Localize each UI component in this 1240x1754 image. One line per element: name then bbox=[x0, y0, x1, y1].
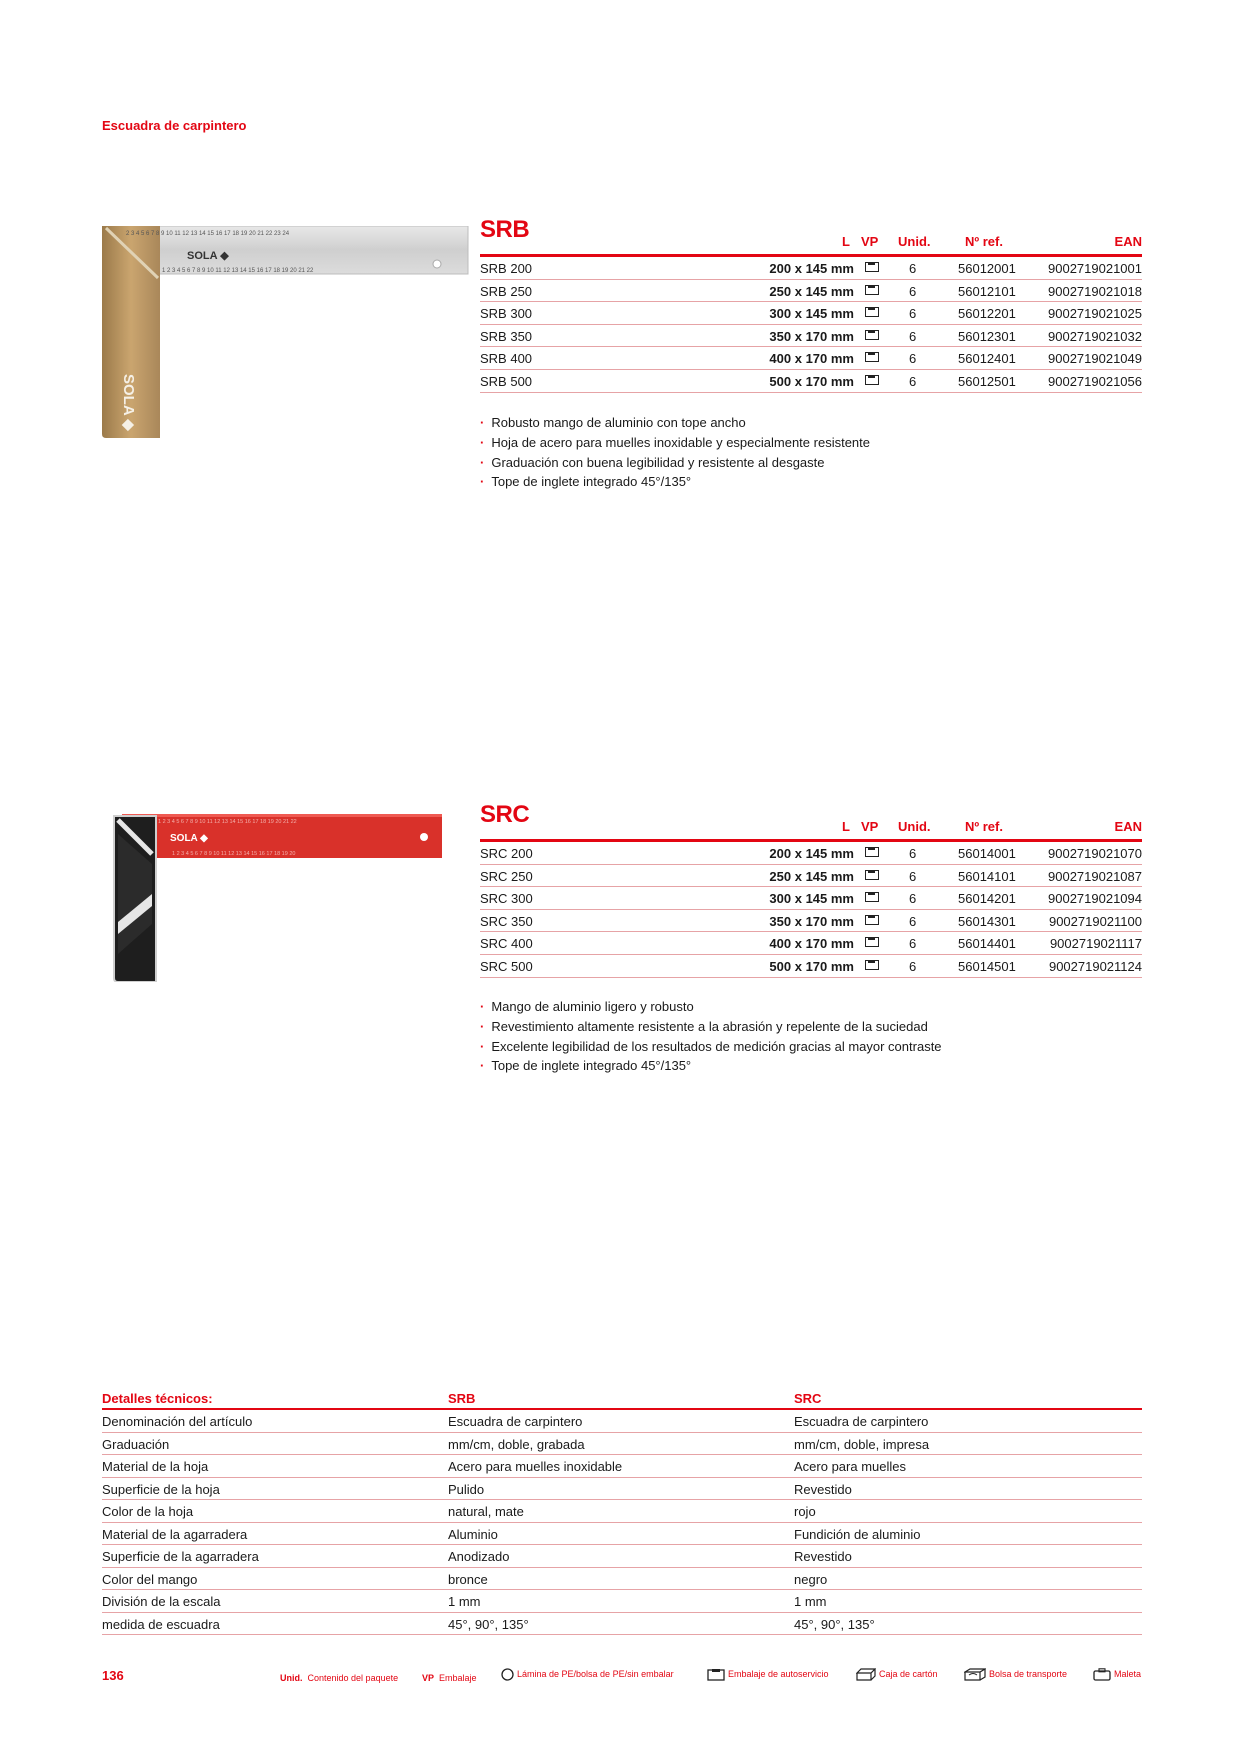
legend-text: Contenido del paquete bbox=[307, 1673, 399, 1683]
dimensions: 350 x 170 mm bbox=[769, 328, 854, 344]
ean-code: 9002719021001 bbox=[1048, 261, 1142, 276]
col-ref: Nº ref. bbox=[965, 819, 1003, 834]
dimensions: 350 x 170 mm bbox=[769, 913, 854, 929]
svg-text:1 2 3 4 5 6 7 8 9 10 11 12 13: 1 2 3 4 5 6 7 8 9 10 11 12 13 14 15 16 17 18 19 20 21 22 bbox=[158, 819, 297, 825]
src-title: SRC bbox=[480, 801, 530, 828]
page-number: 136 bbox=[102, 1668, 124, 1683]
tech-row bbox=[102, 1455, 1142, 1478]
unit-count: 6 bbox=[909, 261, 917, 276]
tech-value-srb: Anodizado bbox=[448, 1549, 510, 1564]
tech-value-srb: bronce bbox=[448, 1571, 488, 1587]
ean-code: 9002719021032 bbox=[1048, 328, 1142, 344]
section-title: Escuadra de carpintero bbox=[102, 118, 247, 133]
dimensions: 200 x 145 mm bbox=[769, 846, 854, 861]
product-name: SRB 400 bbox=[480, 351, 533, 367]
legend-text: Maleta bbox=[1114, 1668, 1142, 1679]
col-l: L bbox=[842, 234, 850, 249]
tech-row bbox=[102, 1478, 1142, 1501]
tech-row bbox=[102, 1410, 1142, 1433]
tech-value-src: mm/cm, doble, impresa bbox=[794, 1436, 930, 1452]
unit-count: 6 bbox=[909, 958, 917, 974]
reference-number: 56014301 bbox=[958, 913, 1016, 929]
tech-row bbox=[102, 1545, 1142, 1568]
tech-row bbox=[102, 1590, 1142, 1613]
dimensions: 400 x 170 mm bbox=[769, 936, 854, 952]
tech-label: Superficie de la agarradera bbox=[102, 1549, 259, 1564]
col-ean: EAN bbox=[1114, 234, 1142, 249]
srb-table bbox=[480, 216, 1142, 393]
src-table bbox=[480, 801, 1142, 978]
legend-text: Caja de cartón bbox=[879, 1668, 938, 1679]
dimensions: 300 x 145 mm bbox=[769, 306, 854, 322]
tech-value-src: negro bbox=[794, 1571, 828, 1587]
tech-value-src: rojo bbox=[794, 1504, 816, 1519]
unit-count: 6 bbox=[909, 373, 917, 389]
col-unid: Unid. bbox=[898, 819, 931, 834]
feature-item: · Robusto mango de aluminio con tope ancho bbox=[480, 413, 870, 433]
tech-value-srb: mm/cm, doble, grabada bbox=[448, 1436, 585, 1452]
unit-count: 6 bbox=[909, 846, 917, 861]
dimensions: 500 x 170 mm bbox=[769, 958, 854, 974]
legend-key: Unid. bbox=[280, 1673, 303, 1683]
col-ean: EAN bbox=[1114, 819, 1142, 834]
cardboard-box-icon bbox=[856, 1668, 876, 1681]
self-service-pack-icon bbox=[865, 870, 879, 880]
tech-value-src: Fundición de aluminio bbox=[794, 1526, 921, 1542]
src-row bbox=[480, 842, 1142, 865]
circle-icon bbox=[501, 1668, 514, 1681]
unit-count: 6 bbox=[909, 913, 917, 929]
srb-features bbox=[480, 413, 870, 492]
tech-row bbox=[102, 1568, 1142, 1591]
tech-row bbox=[102, 1523, 1142, 1546]
reference-number: 56014101 bbox=[958, 868, 1016, 884]
carry-bag-icon bbox=[964, 1668, 986, 1681]
svg-text:2 3 4 5 6 7 8 9 10 11 12 13 14: 2 3 4 5 6 7 8 9 10 11 12 13 14 15 16 17 18 19 20 21 22 23 24 bbox=[126, 231, 290, 237]
reference-number: 56012401 bbox=[958, 351, 1016, 367]
tech-value-src: 1 mm bbox=[794, 1594, 827, 1609]
dimensions: 250 x 145 mm bbox=[769, 283, 854, 299]
unit-count: 6 bbox=[909, 306, 917, 322]
srb-row bbox=[480, 302, 1142, 325]
self-service-pack-icon bbox=[865, 262, 879, 272]
tech-value-srb: natural, mate bbox=[448, 1504, 524, 1519]
tech-value-srb: Aluminio bbox=[448, 1526, 498, 1542]
tech-header bbox=[102, 1387, 1142, 1410]
feature-item: · Tope de inglete integrado 45°/135° bbox=[480, 472, 870, 492]
product-name: SRB 300 bbox=[480, 306, 533, 322]
tech-value-srb: 45°, 90°, 135° bbox=[448, 1616, 529, 1632]
case-icon bbox=[1093, 1668, 1111, 1681]
legend-text: Embalaje de autoservicio bbox=[728, 1668, 829, 1679]
reference-number: 56012001 bbox=[958, 261, 1016, 276]
tech-row bbox=[102, 1613, 1142, 1636]
ean-code: 9002719021100 bbox=[1048, 913, 1142, 929]
dimensions: 250 x 145 mm bbox=[769, 868, 854, 884]
tech-header-src: SRC bbox=[794, 1391, 822, 1406]
ean-code: 9002719021124 bbox=[1048, 958, 1142, 974]
srb-row bbox=[480, 257, 1142, 280]
tech-value-srb: Escuadra de carpintero bbox=[448, 1414, 583, 1429]
reference-number: 56014001 bbox=[958, 846, 1016, 861]
self-service-pack-icon bbox=[865, 960, 879, 970]
tech-label: División de la escala bbox=[102, 1594, 221, 1609]
srb-row bbox=[480, 347, 1142, 370]
tech-value-srb: Acero para muelles inoxidable bbox=[448, 1459, 623, 1474]
ean-code: 9002719021056 bbox=[1048, 373, 1142, 389]
tech-value-src: Revestido bbox=[794, 1549, 852, 1564]
dimensions: 200 x 145 mm bbox=[769, 261, 854, 276]
feature-item: · Graduación con buena legibilidad y resistente al desgaste bbox=[480, 453, 870, 473]
src-row bbox=[480, 910, 1142, 933]
legend-text: Bolsa de transporte bbox=[989, 1668, 1068, 1679]
product-name: SRC 350 bbox=[480, 913, 533, 929]
tech-label: Denominación del artículo bbox=[102, 1414, 253, 1429]
self-service-pack-icon bbox=[865, 937, 879, 947]
legend-selfservice bbox=[707, 1668, 829, 1681]
src-row bbox=[480, 955, 1142, 978]
srb-title: SRB bbox=[480, 216, 530, 243]
tech-label: Superficie de la hoja bbox=[102, 1481, 220, 1497]
product-name: SRC 500 bbox=[480, 958, 533, 974]
tech-label: Material de la agarradera bbox=[102, 1526, 248, 1542]
self-service-pack-icon bbox=[865, 915, 879, 925]
ean-code: 9002719021025 bbox=[1048, 306, 1142, 322]
self-service-pack-icon bbox=[865, 375, 879, 385]
legend-vp bbox=[422, 1673, 477, 1683]
srb-row bbox=[480, 280, 1142, 303]
feature-item: · Hoja de acero para muelles inoxidable y especialmente resistente bbox=[480, 433, 870, 453]
self-service-pack-icon bbox=[865, 330, 879, 340]
srb-row bbox=[480, 370, 1142, 393]
feature-item: · Mango de aluminio ligero y robusto bbox=[480, 997, 942, 1017]
product-name: SRB 200 bbox=[480, 261, 533, 276]
legend-key: VP bbox=[422, 1673, 435, 1683]
product-name: SRC 200 bbox=[480, 846, 533, 861]
svg-text:SOLA ◆: SOLA ◆ bbox=[187, 250, 229, 262]
tech-row bbox=[102, 1500, 1142, 1523]
legend-unid bbox=[280, 1673, 398, 1683]
reference-number: 56012301 bbox=[958, 328, 1016, 344]
unit-count: 6 bbox=[909, 283, 917, 299]
ean-code: 9002719021018 bbox=[1048, 283, 1142, 299]
col-vp: VP bbox=[861, 819, 879, 834]
tech-value-src: Escuadra de carpintero bbox=[794, 1414, 929, 1429]
legend-text: Lámina de PE/bolsa de PE/sin embalar bbox=[517, 1668, 674, 1679]
self-service-pack-icon bbox=[865, 352, 879, 362]
reference-number: 56012201 bbox=[958, 306, 1016, 322]
srb-row bbox=[480, 325, 1142, 348]
self-service-pack-icon bbox=[865, 307, 879, 317]
svg-text:1 2 3 4 5 6 7 8 9 10 11 12 13: 1 2 3 4 5 6 7 8 9 10 11 12 13 14 15 16 17 18 19 20 bbox=[172, 851, 296, 857]
reference-number: 56014401 bbox=[958, 936, 1016, 952]
ean-code: 9002719021094 bbox=[1048, 891, 1142, 907]
dimensions: 400 x 170 mm bbox=[769, 351, 854, 367]
legend-case bbox=[1093, 1668, 1141, 1681]
tech-header-srb: SRB bbox=[448, 1391, 476, 1406]
self-service-pack-icon bbox=[707, 1668, 725, 1681]
col-unid: Unid. bbox=[898, 234, 931, 249]
ean-code: 9002719021117 bbox=[1049, 936, 1142, 952]
src-row bbox=[480, 887, 1142, 910]
tech-label: Color de la hoja bbox=[102, 1504, 194, 1519]
tech-value-srb: 1 mm bbox=[448, 1594, 481, 1609]
tech-label: Color del mango bbox=[102, 1571, 198, 1587]
self-service-pack-icon bbox=[865, 847, 879, 857]
src-table-header bbox=[480, 801, 1142, 842]
product-name: SRB 500 bbox=[480, 373, 533, 389]
reference-number: 56014501 bbox=[958, 958, 1016, 974]
legend-bag bbox=[964, 1668, 1067, 1681]
dimensions: 500 x 170 mm bbox=[769, 373, 854, 389]
ean-code: 9002719021087 bbox=[1048, 868, 1142, 884]
reference-number: 56012101 bbox=[958, 283, 1016, 299]
product-name: SRC 250 bbox=[480, 868, 533, 884]
col-l: L bbox=[842, 819, 850, 834]
reference-number: 56014201 bbox=[958, 891, 1016, 907]
feature-item: · Excelente legibilidad de los resultados de medición gracias al mayor contraste bbox=[480, 1037, 942, 1057]
src-row bbox=[480, 865, 1142, 888]
legend-text: Embalaje bbox=[439, 1673, 477, 1683]
feature-item: · Tope de inglete integrado 45°/135° bbox=[480, 1056, 942, 1076]
svg-text:1 2 3 4 5 6 7 8 9 10 11 12 13: 1 2 3 4 5 6 7 8 9 10 11 12 13 14 15 16 17 18 19 20 21 22 bbox=[162, 268, 314, 274]
unit-count: 6 bbox=[909, 868, 917, 884]
tech-value-src: Acero para muelles bbox=[794, 1459, 906, 1474]
ean-code: 9002719021070 bbox=[1048, 846, 1142, 861]
tech-value-src: 45°, 90°, 135° bbox=[794, 1616, 875, 1632]
dimensions: 300 x 145 mm bbox=[769, 891, 854, 907]
legend-cardboard bbox=[856, 1668, 938, 1681]
tech-header-label: Detalles técnicos: bbox=[102, 1391, 213, 1406]
tech-label: Material de la hoja bbox=[102, 1459, 209, 1474]
unit-count: 6 bbox=[909, 936, 917, 952]
legend-pe bbox=[501, 1668, 674, 1681]
tech-value-srb: Pulido bbox=[448, 1481, 485, 1497]
src-row bbox=[480, 932, 1142, 955]
tech-label: Graduación bbox=[102, 1436, 170, 1452]
reference-number: 56012501 bbox=[958, 373, 1016, 389]
svg-text:SOLA ◆: SOLA ◆ bbox=[120, 374, 137, 431]
tech-row bbox=[102, 1433, 1142, 1456]
unit-count: 6 bbox=[909, 891, 917, 907]
product-name: SRB 250 bbox=[480, 283, 533, 299]
feature-item: · Revestimiento altamente resistente a la abrasión y repelente de la suciedad bbox=[480, 1017, 942, 1037]
tech-label: medida de escuadra bbox=[102, 1616, 220, 1632]
self-service-pack-icon bbox=[865, 892, 879, 902]
self-service-pack-icon bbox=[865, 285, 879, 295]
srb-product-image bbox=[102, 226, 474, 438]
ean-code: 9002719021049 bbox=[1048, 351, 1142, 367]
svg-text:SOLA ◆: SOLA ◆ bbox=[170, 833, 208, 844]
product-name: SRC 400 bbox=[480, 936, 533, 952]
src-product-image bbox=[112, 814, 442, 982]
srb-table-header bbox=[480, 216, 1142, 257]
unit-count: 6 bbox=[909, 328, 917, 344]
unit-count: 6 bbox=[909, 351, 917, 367]
col-vp: VP bbox=[861, 234, 879, 249]
product-name: SRC 300 bbox=[480, 891, 533, 907]
src-features bbox=[480, 997, 942, 1076]
product-name: SRB 350 bbox=[480, 328, 533, 344]
tech-details-table bbox=[102, 1387, 1142, 1635]
col-ref: Nº ref. bbox=[965, 234, 1003, 249]
tech-value-src: Revestido bbox=[794, 1481, 852, 1497]
